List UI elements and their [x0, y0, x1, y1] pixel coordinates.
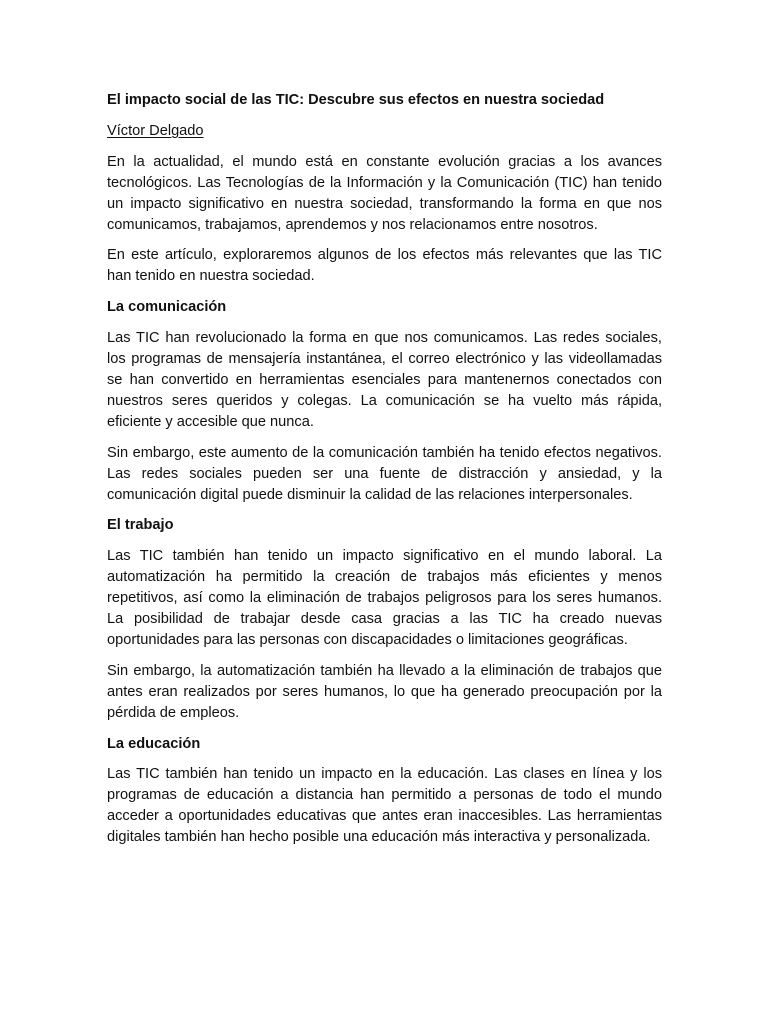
section-paragraph: Las TIC también han tenido un impacto en la educación. Las clases en línea y los programas de educación a distancia han permitido a personas de todo el mundo acceder a oportunidades educativas que antes eran inaccesibles. Las herramientas digitales también han hecho posible una educación más interactiva y personalizada.: [107, 766, 662, 846]
section-paragraph: Sin embargo, este aumento de la comunicación también ha tenido efectos negativos. Las redes sociales pueden ser una fuente de distracción y ansiedad, y la comunicación digital puede disminuir la calidad de las relaciones interpersonales.: [107, 444, 662, 503]
document-title: El impacto social de las TIC: Descubre sus efectos en nuestra sociedad: [107, 92, 605, 108]
section-heading-trabajo: El trabajo: [107, 517, 174, 534]
document-body: [107, 90, 662, 858]
section-heading-educacion: La educación: [107, 735, 201, 752]
section-paragraph: Sin embargo, la automatización también ha llevado a la eliminación de trabajos que antes eran realizados por seres humanos, lo que ha generado preocupación por la pérdida de empleos.: [107, 662, 662, 721]
author-link[interactable]: Víctor Delgado: [107, 122, 204, 139]
section-heading-comunicacion: La comunicación: [107, 299, 227, 316]
intro-paragraph: En este artículo, exploraremos algunos de los efectos más relevantes que las TIC han tenido en nuestra sociedad.: [107, 247, 662, 285]
section-paragraph: Las TIC también han tenido un impacto significativo en el mundo laboral. La automatización ha permitido la creación de trabajos más eficientes y menos repetitivos, así como la eliminación de trabajos peligrosos para los seres humanos. La posibilidad de trabajar desde casa gracias a las TIC ha creado nuevas oportunidades para las personas con discapacidades o limitaciones geográficas.: [107, 548, 662, 648]
intro-paragraph: En la actualidad, el mundo está en constante evolución gracias a los avances tecnológicos. Las Tecnologías de la Información y la Comunicación (TIC) han tenido un impacto significativo en nuestra sociedad, transformando la forma en que nos comunicamos, trabajamos, aprendemos y nos relacionamos entre nosotros.: [107, 153, 662, 233]
section-paragraph: Las TIC han revolucionado la forma en que nos comunicamos. Las redes sociales, los programas de mensajería instantánea, el correo electrónico y las videollamadas se han convertido en herramientas esenciales para mantenernos conectados con nuestros seres queridos y colegas. La comunicación se ha vuelto más rápida, eficiente y accesible que nunca.: [107, 330, 662, 430]
